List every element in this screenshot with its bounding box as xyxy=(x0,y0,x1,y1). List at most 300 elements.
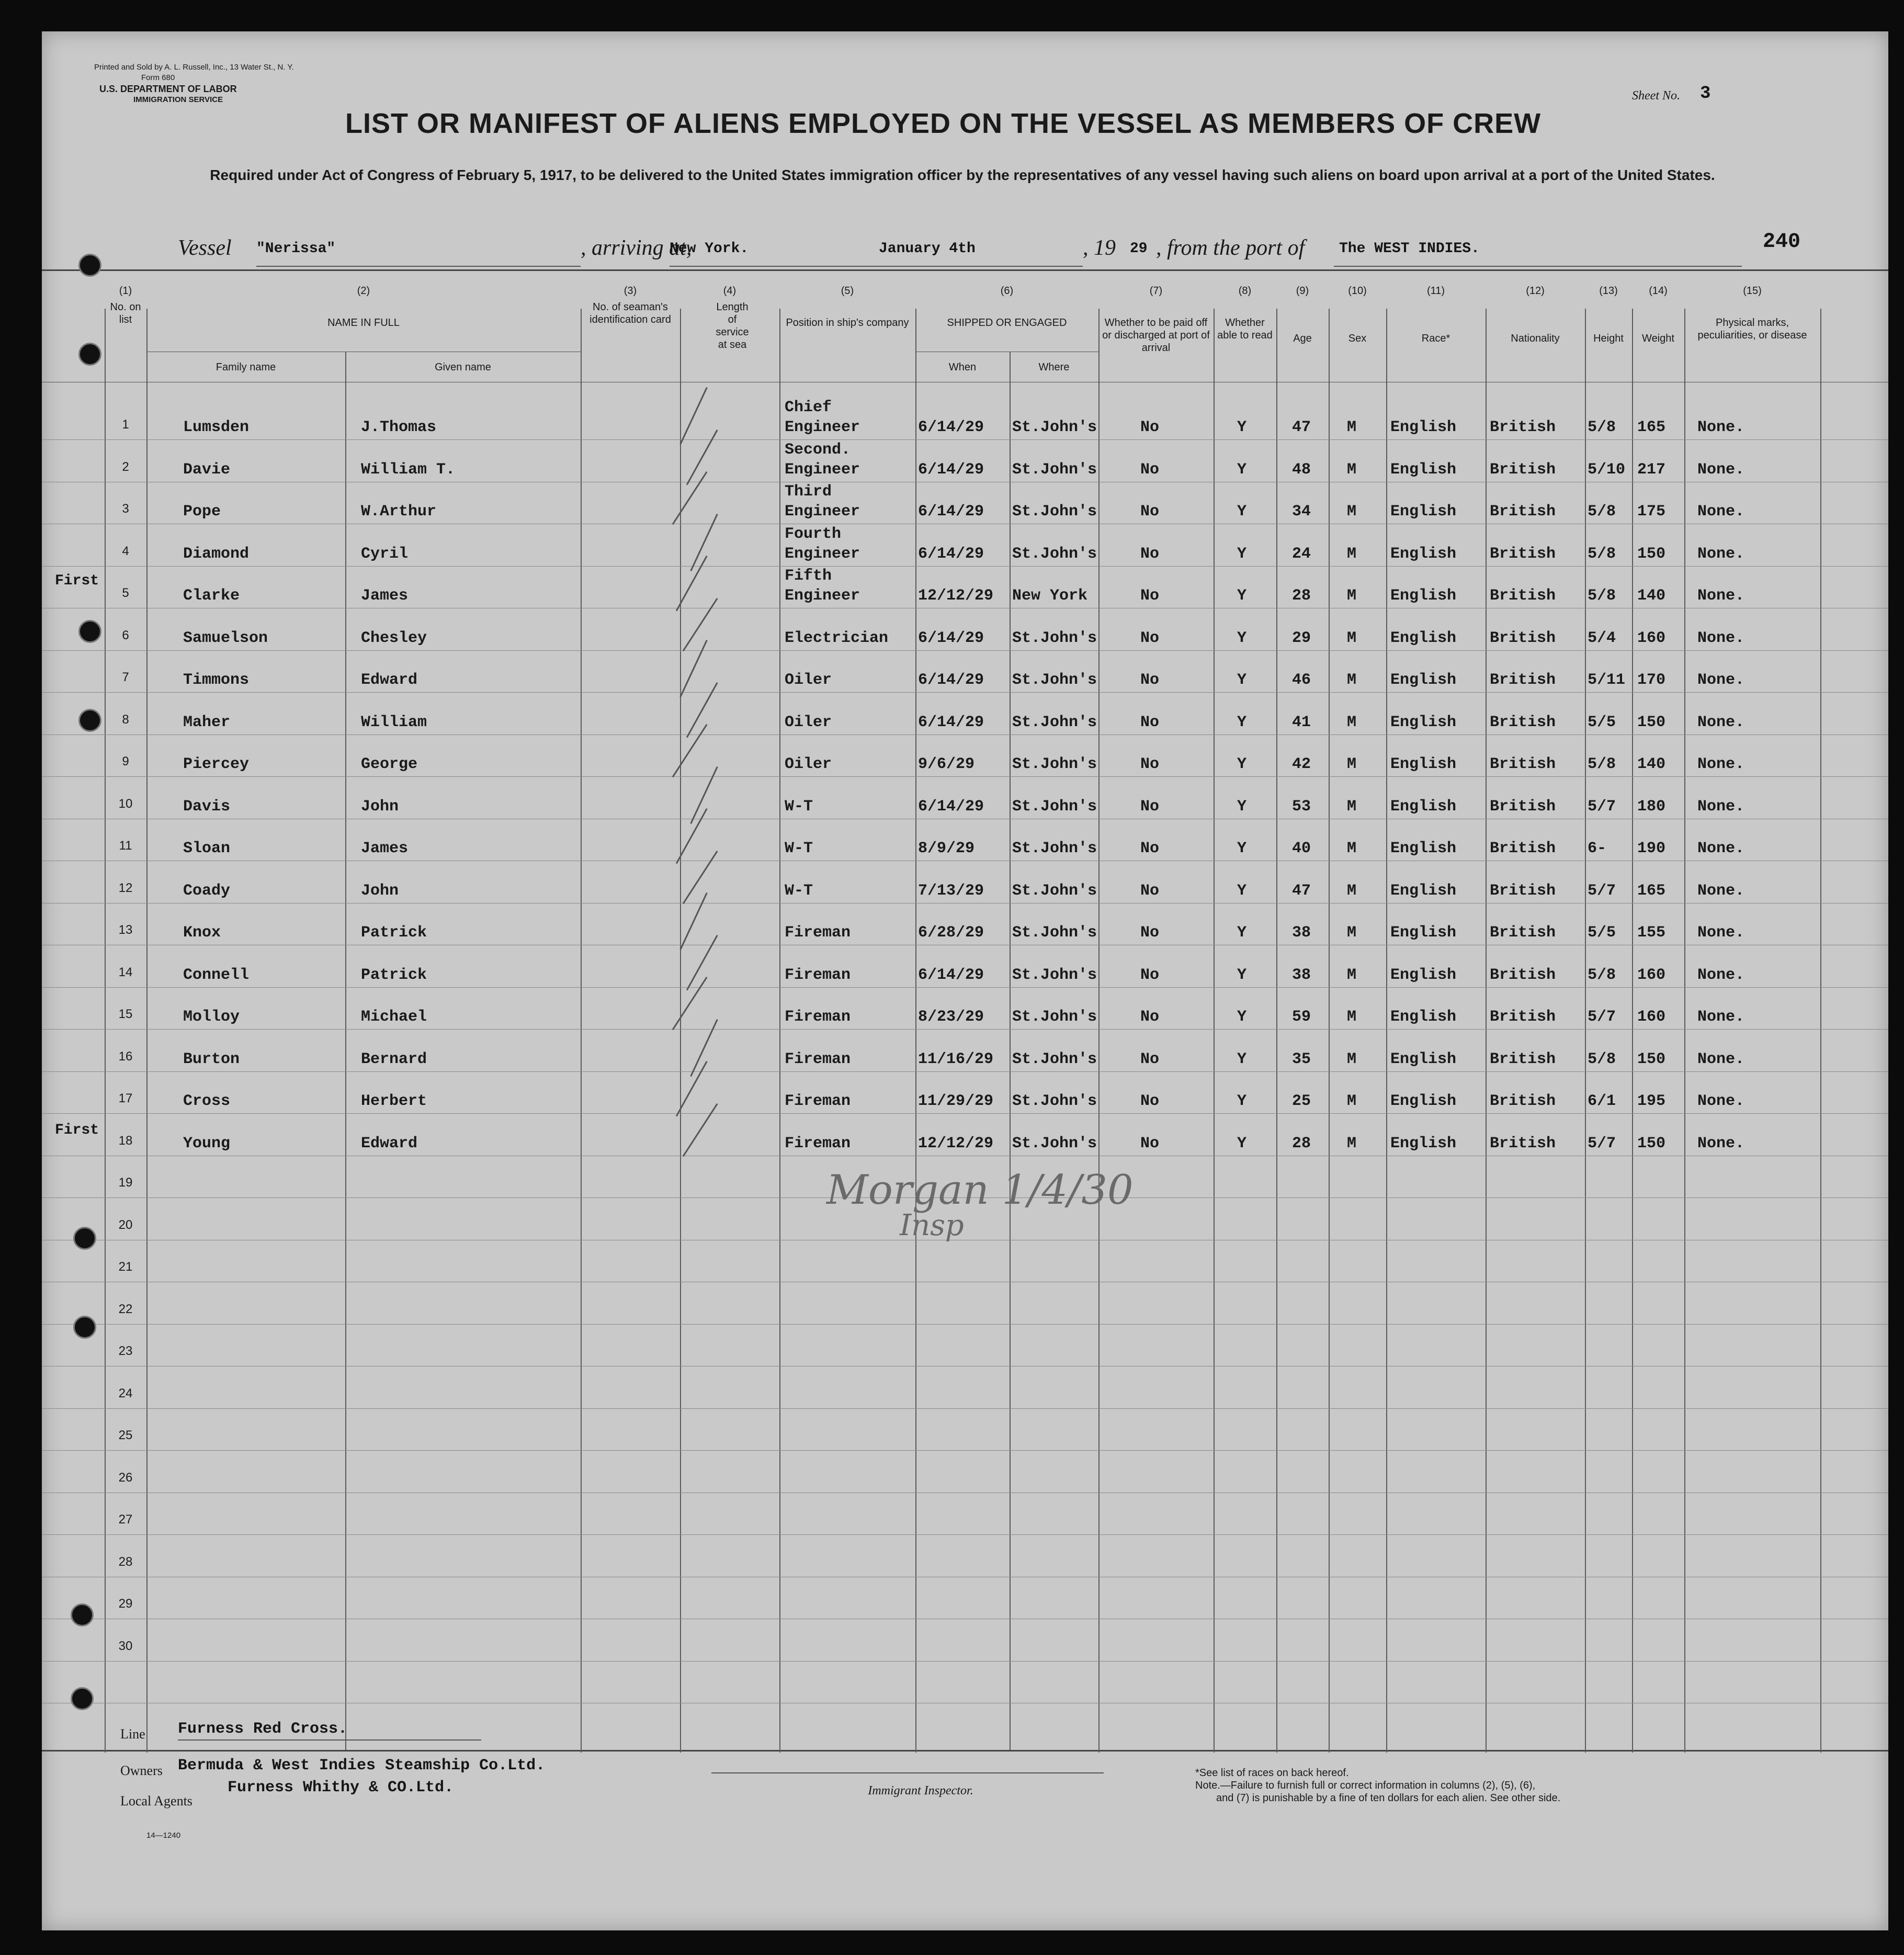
given-name: John xyxy=(361,797,399,816)
age: 28 xyxy=(1292,1134,1311,1152)
physical-marks: None. xyxy=(1697,924,1745,942)
race: English xyxy=(1390,545,1457,563)
family-name: Burton xyxy=(183,1050,240,1068)
col-12-num: (12) xyxy=(1526,285,1545,297)
printer-line: Printed and Sold by A. L. Russell, Inc., 13 Water St., N. Y. xyxy=(94,63,294,72)
able-to-read: Y xyxy=(1237,797,1247,816)
nationality: British xyxy=(1490,1092,1556,1110)
weight: 150 xyxy=(1637,545,1666,563)
col-6-num: (6) xyxy=(1000,285,1014,297)
height: 5/10 xyxy=(1588,460,1626,479)
column-rule xyxy=(146,309,148,1753)
race: English xyxy=(1390,797,1457,816)
race: English xyxy=(1390,1134,1457,1152)
shipped-where: New York xyxy=(1012,587,1088,605)
paid-off: No xyxy=(1140,924,1160,942)
inspector-signature: Morgan 1/4/30 xyxy=(826,1167,1134,1214)
col-10-num: (10) xyxy=(1348,285,1367,297)
given-name: James xyxy=(361,840,409,857)
able-to-read: Y xyxy=(1237,882,1247,900)
col-sex: Sex xyxy=(1348,333,1367,344)
row-rule xyxy=(42,1113,1888,1114)
weight: 180 xyxy=(1637,797,1666,816)
paid-off: No xyxy=(1140,755,1160,773)
given-name: Edward xyxy=(361,671,418,689)
age: 40 xyxy=(1292,840,1311,857)
position: Engineer xyxy=(785,503,860,521)
arriving-label: , arriving at, xyxy=(581,236,692,260)
race: English xyxy=(1390,671,1457,689)
physical-marks: None. xyxy=(1697,1092,1745,1110)
given-name: W.Arthur xyxy=(361,503,437,521)
able-to-read: Y xyxy=(1237,460,1247,479)
column-rule xyxy=(915,309,916,1753)
position: Engineer xyxy=(785,587,860,605)
sex: M xyxy=(1347,797,1357,816)
age: 35 xyxy=(1292,1050,1311,1068)
shipped-when: 11/16/29 xyxy=(918,1050,994,1068)
page-title: LIST OR MANIFEST OF ALIENS EMPLOYED ON THE VESSEL AS MEMBERS OF CREW xyxy=(345,108,1542,139)
paid-off: No xyxy=(1140,882,1160,900)
sex: M xyxy=(1347,882,1357,900)
height: 5/8 xyxy=(1588,545,1616,563)
form-code: 14—1240 xyxy=(146,1831,181,1840)
able-to-read: Y xyxy=(1237,1134,1247,1152)
column-rule xyxy=(1214,309,1215,1753)
race: English xyxy=(1390,503,1457,521)
position-line-1: Second. xyxy=(785,440,851,459)
row-number: 11 xyxy=(119,839,132,853)
department: U.S. DEPARTMENT OF LABOR xyxy=(99,84,237,94)
physical-marks: None. xyxy=(1697,755,1745,773)
family-name: Pope xyxy=(183,503,221,521)
paid-off: No xyxy=(1140,1092,1160,1110)
height: 5/7 xyxy=(1588,1008,1616,1026)
col-8-num: (8) xyxy=(1238,285,1252,297)
physical-marks: None. xyxy=(1697,1008,1745,1026)
race: English xyxy=(1390,419,1457,436)
col-weight: Weight xyxy=(1642,333,1674,344)
position: Fireman xyxy=(785,924,851,942)
nationality: British xyxy=(1490,671,1556,689)
sex: M xyxy=(1347,1092,1357,1110)
service: IMMIGRATION SERVICE xyxy=(133,95,223,104)
height: 5/7 xyxy=(1588,797,1616,816)
height: 5/8 xyxy=(1588,966,1616,984)
height: 5/8 xyxy=(1588,419,1616,436)
family-name: Young xyxy=(183,1134,231,1152)
position: Electrician xyxy=(785,629,889,647)
paid-off: No xyxy=(1140,1134,1160,1152)
given-name: Edward xyxy=(361,1134,418,1152)
age: 53 xyxy=(1292,797,1311,816)
weight: 165 xyxy=(1637,882,1666,900)
shipped-where: St.John's xyxy=(1012,1092,1097,1110)
weight: 150 xyxy=(1637,713,1666,731)
col-race: Race* xyxy=(1421,333,1450,344)
age: 28 xyxy=(1292,587,1311,605)
position-line-1: Fifth xyxy=(785,567,832,585)
given-name: Bernard xyxy=(361,1050,427,1068)
physical-marks: None. xyxy=(1697,419,1745,436)
col-age: Age xyxy=(1293,333,1312,344)
able-to-read: Y xyxy=(1237,629,1247,647)
col-shipped: SHIPPED OR ENGAGED xyxy=(947,317,1067,329)
family-name: Molloy xyxy=(183,1008,240,1026)
shipped-when: 6/14/29 xyxy=(918,713,984,731)
from-underline xyxy=(1334,266,1742,267)
position: Engineer xyxy=(785,460,860,479)
col-length-service: Length of service at sea xyxy=(716,301,749,351)
height: 5/8 xyxy=(1588,755,1616,773)
weight: 160 xyxy=(1637,1008,1666,1026)
sex: M xyxy=(1347,966,1357,984)
race: English xyxy=(1390,924,1457,942)
shipped-when: 6/14/29 xyxy=(918,671,984,689)
shipped-where: St.John's xyxy=(1012,503,1097,521)
position: W-T xyxy=(785,882,813,900)
col-9-num: (9) xyxy=(1296,285,1309,297)
sex: M xyxy=(1347,840,1357,857)
date-underline xyxy=(874,266,1083,267)
physical-marks: None. xyxy=(1697,460,1745,479)
page-number: 240 xyxy=(1763,230,1801,254)
sex: M xyxy=(1347,460,1357,479)
paid-off: No xyxy=(1140,1050,1160,1068)
position: Engineer xyxy=(785,545,860,563)
paid-off: No xyxy=(1140,503,1160,521)
col-where: Where xyxy=(1038,361,1070,373)
row-rule xyxy=(42,1324,1888,1325)
sex: M xyxy=(1347,1134,1357,1152)
physical-marks: None. xyxy=(1697,840,1745,857)
paid-off: No xyxy=(1140,545,1160,563)
sex: M xyxy=(1347,503,1357,521)
owners-value: Bermuda & West Indies Steamship Co.Ltd. xyxy=(178,1757,546,1775)
weight: 165 xyxy=(1637,419,1666,436)
nationality: British xyxy=(1490,924,1556,942)
row-number: 10 xyxy=(118,796,133,811)
column-rule xyxy=(680,309,681,1753)
physical-marks: None. xyxy=(1697,503,1745,521)
sex: M xyxy=(1347,755,1357,773)
paid-off: No xyxy=(1140,1008,1160,1026)
shipped-when: 7/13/29 xyxy=(918,882,984,900)
agents-label: Local Agents xyxy=(120,1793,192,1809)
able-to-read: Y xyxy=(1237,713,1247,731)
physical-marks: None. xyxy=(1697,587,1745,605)
position-line-1: Fourth xyxy=(785,525,842,543)
shipped-when: 6/14/29 xyxy=(918,797,984,816)
height: 5/8 xyxy=(1588,1050,1616,1068)
inspector-underline xyxy=(711,1772,1104,1773)
nationality: British xyxy=(1490,1134,1556,1152)
age: 41 xyxy=(1292,713,1311,731)
column-rule xyxy=(1585,309,1586,1753)
family-name: Timmons xyxy=(183,671,250,689)
family-name: Diamond xyxy=(183,545,250,563)
page-subtitle: Required under Act of Congress of February 5, 1917, to be delivered to the United States immigration officer by the representatives of any vessel having such aliens on board upon arrival at a port of the United States. xyxy=(210,167,1715,183)
position: W-T xyxy=(785,797,813,816)
shipped-where: St.John's xyxy=(1012,755,1097,773)
shipped-where: St.John's xyxy=(1012,882,1097,900)
paid-off: No xyxy=(1140,587,1160,605)
binding-hole xyxy=(78,620,101,643)
sex: M xyxy=(1347,671,1357,689)
binding-hole xyxy=(73,1227,96,1250)
row-number: 16 xyxy=(118,1049,133,1064)
nationality: British xyxy=(1490,460,1556,479)
row-rule xyxy=(42,776,1888,777)
row-rule xyxy=(42,734,1888,735)
row-number: 9 xyxy=(122,754,129,769)
position: Oiler xyxy=(785,671,832,689)
nationality: British xyxy=(1490,966,1556,984)
weight: 160 xyxy=(1637,629,1666,647)
age: 25 xyxy=(1292,1092,1311,1110)
shipped-where: St.John's xyxy=(1012,797,1097,816)
position: Fireman xyxy=(785,966,851,984)
physical-marks: None. xyxy=(1697,1134,1745,1152)
position: Fireman xyxy=(785,1134,851,1152)
weight: 175 xyxy=(1637,503,1666,521)
column-rule xyxy=(1386,309,1387,1753)
col-2-num: (2) xyxy=(357,285,370,297)
given-name: J.Thomas xyxy=(361,419,437,436)
race: English xyxy=(1390,629,1457,647)
nationality: British xyxy=(1490,1008,1556,1026)
row-number: 3 xyxy=(122,502,129,516)
able-to-read: Y xyxy=(1237,1092,1247,1110)
family-name: Clarke xyxy=(183,587,240,605)
family-name: Lumsden xyxy=(183,419,250,436)
row-number: 13 xyxy=(118,923,133,937)
sex: M xyxy=(1347,629,1357,647)
family-name: Davis xyxy=(183,797,231,816)
given-name: John xyxy=(361,882,399,900)
paid-off: No xyxy=(1140,840,1160,857)
height: 5/7 xyxy=(1588,1134,1616,1152)
position-line-1: Third xyxy=(785,483,832,501)
from-label: , from the port of xyxy=(1156,236,1305,260)
nationality: British xyxy=(1490,840,1556,857)
weight: 140 xyxy=(1637,587,1666,605)
weight: 195 xyxy=(1637,1092,1666,1110)
binding-hole xyxy=(71,1687,94,1710)
binding-hole xyxy=(78,254,101,277)
row-rule xyxy=(42,692,1888,693)
arrival-port: New York. xyxy=(670,241,749,257)
shipped-where: St.John's xyxy=(1012,713,1097,731)
column-rule xyxy=(1632,309,1633,1753)
column-rule xyxy=(581,309,582,1753)
column-rule xyxy=(345,352,346,1750)
given-name: William xyxy=(361,713,427,731)
able-to-read: Y xyxy=(1237,966,1247,984)
position: Oiler xyxy=(785,713,832,731)
row-number: 28 xyxy=(118,1554,133,1569)
height: 5/8 xyxy=(1588,503,1616,521)
race: English xyxy=(1390,713,1457,731)
row-rule xyxy=(42,650,1888,651)
nationality: British xyxy=(1490,713,1556,731)
age: 24 xyxy=(1292,545,1311,563)
family-name: Coady xyxy=(183,882,231,900)
family-name: Cross xyxy=(183,1092,231,1110)
physical-marks: None. xyxy=(1697,966,1745,984)
race: English xyxy=(1390,1050,1457,1068)
family-name: Davie xyxy=(183,460,231,479)
height: 5/5 xyxy=(1588,924,1616,942)
row-number: 22 xyxy=(118,1302,133,1316)
nationality: British xyxy=(1490,882,1556,900)
shipped-where: St.John's xyxy=(1012,966,1097,984)
binding-hole xyxy=(71,1603,94,1626)
row-number: 12 xyxy=(118,880,133,895)
shipped-where: St.John's xyxy=(1012,545,1097,563)
able-to-read: Y xyxy=(1237,503,1247,521)
position: Fireman xyxy=(785,1092,851,1110)
row-rule xyxy=(42,1071,1888,1072)
given-name: Herbert xyxy=(361,1092,427,1110)
nationality: British xyxy=(1490,419,1556,436)
race: English xyxy=(1390,1092,1457,1110)
race: English xyxy=(1390,1008,1457,1026)
vessel-name: "Nerissa" xyxy=(256,241,336,257)
binding-hole xyxy=(78,709,101,732)
arrival-year: 29 xyxy=(1130,241,1148,257)
age: 46 xyxy=(1292,671,1311,689)
weight: 140 xyxy=(1637,755,1666,773)
weight: 190 xyxy=(1637,840,1666,857)
row-number: 4 xyxy=(122,544,129,558)
vessel-underline xyxy=(256,266,581,267)
shipped-when: 11/29/29 xyxy=(918,1092,994,1110)
given-name: William T. xyxy=(361,460,456,479)
row-number: 15 xyxy=(118,1007,133,1021)
position: W-T xyxy=(785,840,813,857)
column-rule xyxy=(1276,309,1277,1753)
row-rule xyxy=(42,566,1888,567)
col-seaman-id: No. of seaman's identification card xyxy=(590,301,671,325)
given-name: Patrick xyxy=(361,966,427,984)
shipped-when: 9/6/29 xyxy=(918,755,975,773)
row-number: 21 xyxy=(118,1260,133,1274)
row-number: 27 xyxy=(118,1512,133,1527)
column-rule xyxy=(1486,309,1487,1753)
col-14-num: (14) xyxy=(1649,285,1668,297)
physical-marks: None. xyxy=(1697,671,1745,689)
able-to-read: Y xyxy=(1237,545,1247,563)
form-number: Form 680 xyxy=(141,73,175,82)
margin-note-first-18: First xyxy=(55,1122,99,1138)
column-rule xyxy=(1329,309,1330,1753)
year-label: , 19 xyxy=(1083,236,1116,260)
footnote-races: *See list of races on back hereof. xyxy=(1195,1767,1349,1779)
physical-marks: None. xyxy=(1697,882,1745,900)
row-number: 23 xyxy=(118,1344,133,1358)
position: Oiler xyxy=(785,755,832,773)
shipped-where: St.John's xyxy=(1012,671,1097,689)
race: English xyxy=(1390,460,1457,479)
nationality: British xyxy=(1490,503,1556,521)
shipped-when: 12/12/29 xyxy=(918,1134,994,1152)
row-number: 26 xyxy=(118,1470,133,1485)
able-to-read: Y xyxy=(1237,671,1247,689)
row-number: 5 xyxy=(122,586,129,600)
paid-off: No xyxy=(1140,966,1160,984)
column-rule xyxy=(1098,309,1100,1753)
height: 5/8 xyxy=(1588,587,1616,605)
height: 6/1 xyxy=(1588,1092,1616,1110)
row-number: 14 xyxy=(118,965,133,979)
paid-off: No xyxy=(1140,797,1160,816)
sex: M xyxy=(1347,545,1357,563)
footnote-penalty-2: and (7) is punishable by a fine of ten dollars for each alien. See other side. xyxy=(1216,1792,1561,1804)
given-name: Patrick xyxy=(361,924,427,942)
row-number: 29 xyxy=(118,1597,133,1611)
nationality: British xyxy=(1490,629,1556,647)
row-rule xyxy=(42,1661,1888,1662)
given-name: James xyxy=(361,587,409,605)
col-family-name: Family name xyxy=(216,361,276,373)
physical-marks: None. xyxy=(1697,629,1745,647)
able-to-read: Y xyxy=(1237,924,1247,942)
physical-marks: None. xyxy=(1697,713,1745,731)
row-rule xyxy=(42,439,1888,440)
col-able-read: Whether able to read xyxy=(1217,317,1273,341)
age: 38 xyxy=(1292,924,1311,942)
row-rule xyxy=(42,987,1888,988)
shipped-where: St.John's xyxy=(1012,629,1097,647)
age: 34 xyxy=(1292,503,1311,521)
age: 48 xyxy=(1292,460,1311,479)
inspector-signature-title: Insp xyxy=(900,1208,964,1242)
row-number: 2 xyxy=(122,459,129,474)
row-number: 17 xyxy=(118,1091,133,1105)
height: 5/11 xyxy=(1588,671,1626,689)
sex: M xyxy=(1347,1008,1357,1026)
footnote-penalty-1: Note.—Failure to furnish full or correct information in columns (2), (5), (6), xyxy=(1195,1780,1536,1791)
shipped-when: 6/14/29 xyxy=(918,966,984,984)
owners-label: Owners xyxy=(120,1763,163,1778)
line-label: Line xyxy=(120,1726,145,1742)
nationality: British xyxy=(1490,587,1556,605)
given-name: Chesley xyxy=(361,629,427,647)
col-paid-off: Whether to be paid off or discharged at port of arrival xyxy=(1102,317,1210,354)
nationality: British xyxy=(1490,1050,1556,1068)
length-of-service-checkmark xyxy=(683,1103,718,1157)
col-1-num: (1) xyxy=(119,285,132,297)
sex: M xyxy=(1347,419,1357,436)
col-height: Height xyxy=(1593,333,1624,344)
row-rule xyxy=(42,1450,1888,1451)
age: 47 xyxy=(1292,882,1311,900)
paid-off: No xyxy=(1140,419,1160,436)
column-rule xyxy=(1820,309,1821,1753)
family-name: Connell xyxy=(183,966,250,984)
length-of-service-checkmark xyxy=(683,851,718,904)
col-when: When xyxy=(948,361,977,373)
row-number: 19 xyxy=(118,1176,133,1190)
weight: 150 xyxy=(1637,1134,1666,1152)
age: 29 xyxy=(1292,629,1311,647)
row-rule xyxy=(42,1029,1888,1030)
age: 42 xyxy=(1292,755,1311,773)
row-rule xyxy=(42,1408,1888,1409)
agents-value: Furness Whithy & CO.Ltd. xyxy=(228,1779,454,1796)
vessel-label: Vessel xyxy=(178,236,232,260)
